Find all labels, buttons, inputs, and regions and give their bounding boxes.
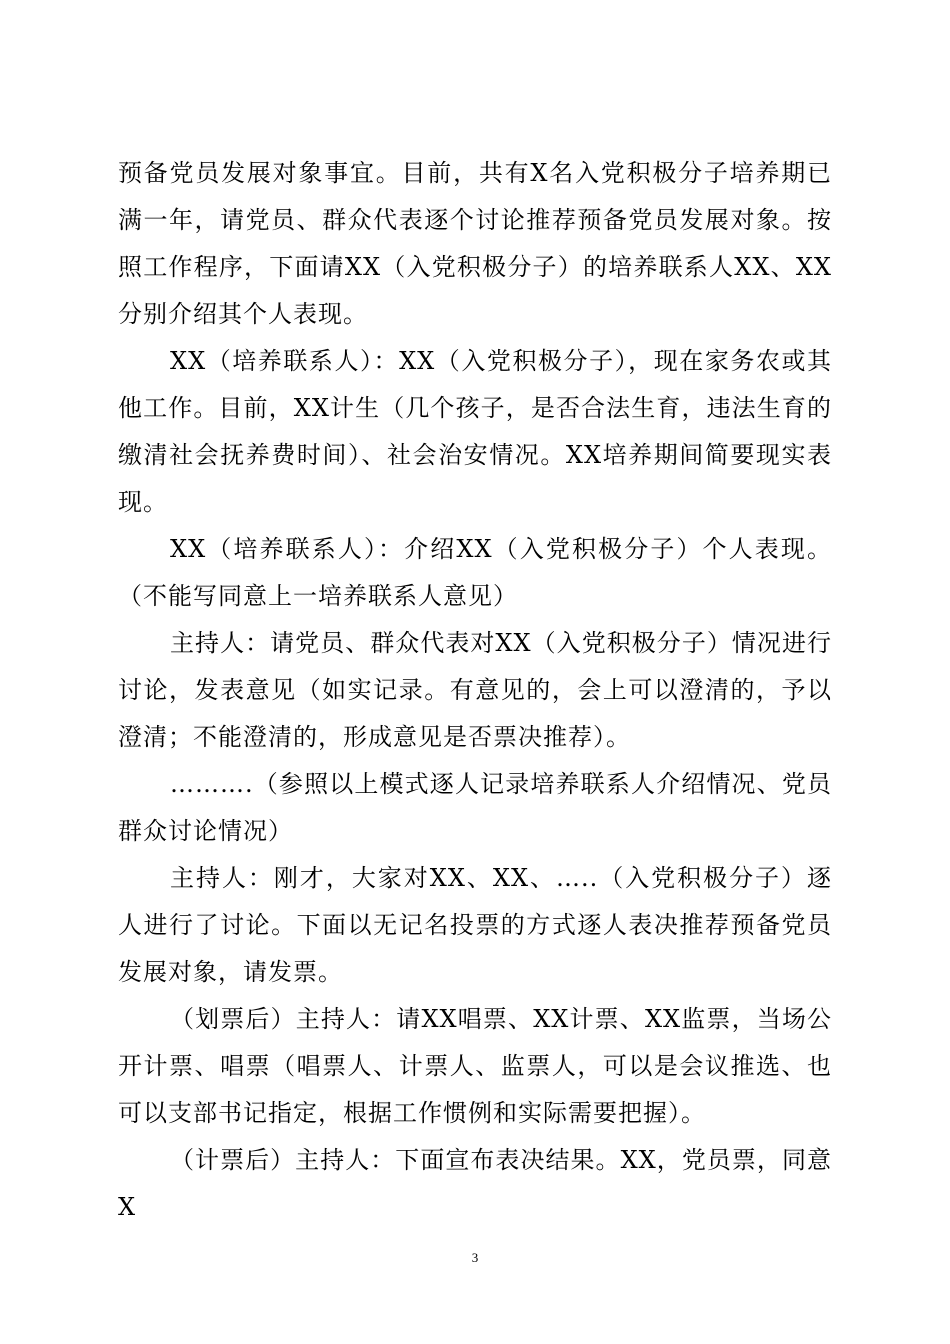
paragraph: （划票后）主持人：请XX唱票、XX计票、XX监票，当场公开计票、唱票（唱票人、计票人、监票人，可以是会议推选、也可以支部书记指定，根据工作惯例和实际需要把握）。 xyxy=(118,1005,832,1127)
paragraph: （计票后）主持人：下面宣布表决结果。XX，党员票，同意X xyxy=(118,1146,832,1221)
page-number: 3 xyxy=(471,1250,479,1265)
paragraph: ……….（参照以上模式逐人记录培养联系人介绍情况、党员群众讨论情况） xyxy=(118,770,832,845)
paragraph: 预备党员发展对象事宜。目前，共有X名入党积极分子培养期已满一年，请党员、群众代表逐个讨论推荐预备党员发展对象。按照工作程序，下面请XX（入党积极分子）的培养联系人XX、XX分别介绍其个人表现。 xyxy=(118,159,832,328)
paragraph: XX（培养联系人）：介绍XX（入党积极分子）个人表现。（不能写同意上一培养联系人意见） xyxy=(118,535,832,610)
paragraph: 主持人：刚才，大家对XX、XX、…..（入党积极分子）逐人进行了讨论。下面以无记名投票的方式逐人表决推荐预备党员发展对象，请发票。 xyxy=(118,864,832,986)
document-body xyxy=(118,150,832,1231)
paragraph: 主持人：请党员、群众代表对XX（入党积极分子）情况进行讨论，发表意见（如实记录。有意见的，会上可以澄清的，予以澄清；不能澄清的，形成意见是否票决推荐）。 xyxy=(118,629,832,751)
paragraph: XX（培养联系人）：XX（入党积极分子），现在家务农或其他工作。目前，XX计生（几个孩子，是否合法生育，违法生育的缴清社会抚养费时间）、社会治安情况。XX培养期间简要现实表现。 xyxy=(118,347,832,516)
